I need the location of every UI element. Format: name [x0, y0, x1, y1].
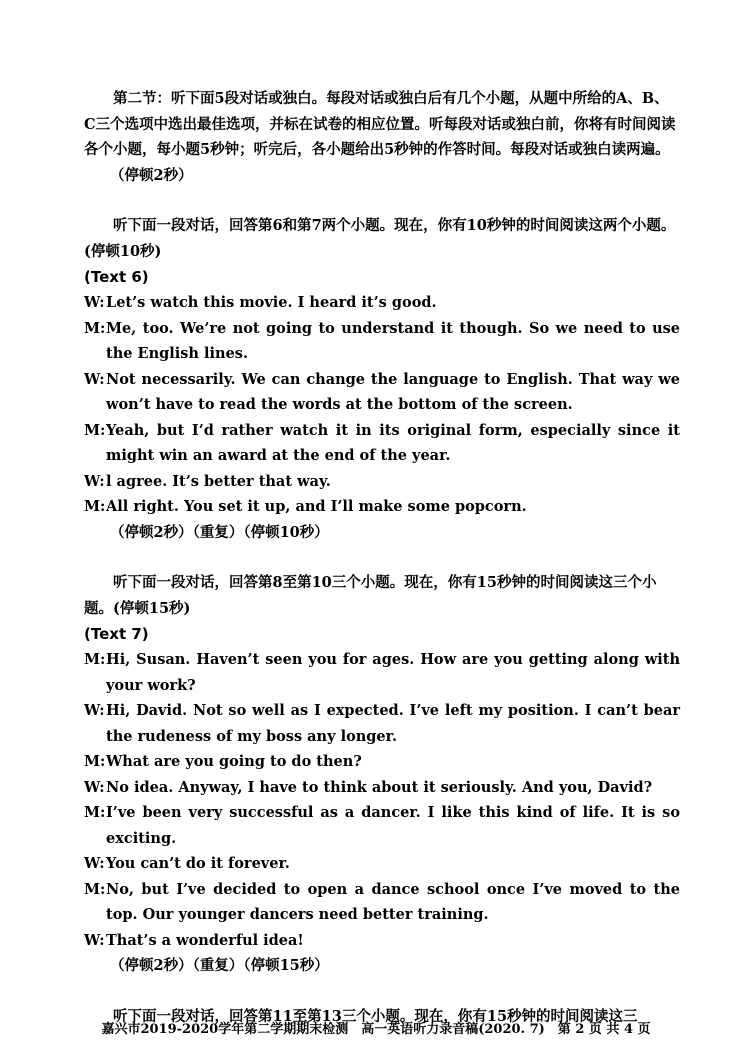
dialogue-line	[84, 698, 680, 749]
speaker-label: W:	[84, 472, 105, 490]
dialogue-line	[84, 494, 680, 520]
speaker-label: W:	[84, 855, 105, 872]
speaker-label: W:	[84, 370, 105, 388]
line-text: Me, too. We’re not going to understand it though. So we need to use the English lines.	[106, 319, 680, 362]
dialogue-line	[84, 316, 680, 367]
dialogue-line	[84, 851, 680, 877]
line-text: Hi, Susan. Haven’t seen you for ages. How are you getting along with your work?	[106, 651, 680, 694]
text6-instruction: 听下面一段对话，回答第6和第7两个小题。现在，你有10秒钟的时间阅读这两个小题。(停顿10秒)	[84, 217, 676, 260]
dialogue-line	[84, 367, 680, 418]
dialogue-line	[84, 749, 680, 775]
line-text: Let’s watch this movie. I heard it’s good.	[106, 294, 437, 311]
speaker-label: M:	[84, 498, 106, 515]
line-text: No, but I’ve decided to open a dance school once I’ve moved to the top. Our younger dancers need better training.	[106, 880, 680, 923]
line-text: Not necessarily. We can change the language to English. That way we won’t have to read the words at the bottom of the screen.	[106, 370, 680, 413]
dialogue-line	[84, 928, 680, 954]
dialogue-line	[84, 290, 680, 316]
speaker-label: M:	[84, 421, 106, 439]
dialogue-line	[84, 418, 680, 469]
line-text: You can’t do it forever.	[106, 855, 290, 872]
section-intro: 第二节：听下面5段对话或独白。每段对话或独白后有几个小题，从题中所给的A、B、C三个选项中选出最佳选项，并标在试卷的相应位置。听每段对话或独白前，你将有时间阅读各个小题，每小题5秒钟；听完后，各小题给出5秒钟的作答时间。每段对话或独白读两遍。	[84, 90, 676, 158]
line-text: I’ve been very successful as a dancer. I like this kind of life. It is so exciting.	[106, 804, 680, 847]
speaker-label: W:	[84, 702, 105, 719]
speaker-label: M:	[84, 880, 106, 898]
speaker-label: M:	[84, 753, 106, 770]
text7-instruction: 听下面一段对话，回答第8至第10三个小题。现在，你有15秒钟的时间阅读这三个小题。(停顿15秒)	[84, 574, 657, 617]
speaker-label: M:	[84, 804, 106, 821]
line-text: Hi, David. Not so well as I expected. I’ve left my position. I can’t bear the rudeness of my boss any longer.	[106, 702, 680, 745]
dialogue-line	[84, 800, 680, 851]
speaker-label: W:	[84, 294, 105, 311]
speaker-label: M:	[84, 651, 106, 668]
dialogue-line	[84, 877, 680, 928]
text6-heading: (Text 6)	[84, 268, 149, 286]
line-text: No idea. Anyway, I have to think about it seriously. And you, David?	[106, 778, 653, 796]
dialogue-line	[84, 647, 680, 698]
speaker-label: W:	[84, 778, 105, 796]
line-text: All right. You set it up, and I’ll make some popcorn.	[106, 498, 527, 515]
line-text: What are you going to do then?	[106, 753, 362, 770]
line-text: Yeah, but I’d rather watch it in its original form, especially since it might win an award at the end of the year.	[106, 421, 680, 464]
intro-pause: （停顿2秒）	[110, 166, 193, 184]
page-footer: 嘉兴市2019-2020学年第二学期期末检测 高一英语听力录音稿(2020. 7) 第 2 页 共 4 页	[101, 1022, 651, 1037]
spacer	[84, 545, 680, 570]
text7-pause: （停顿2秒）（重复）（停顿15秒）	[110, 957, 329, 974]
dialogue-line	[84, 469, 680, 495]
dialogue-line	[84, 775, 680, 801]
transcript-page	[84, 86, 680, 1029]
line-text: That’s a wonderful idea!	[106, 931, 304, 949]
spacer	[84, 979, 680, 1004]
text6-pause: （停顿2秒）（重复）（停顿10秒）	[110, 523, 329, 541]
line-text: l agree. It’s better that way.	[106, 472, 331, 490]
speaker-label: W:	[84, 931, 105, 949]
text6-dialogue	[84, 290, 680, 520]
text7-dialogue	[84, 647, 680, 953]
spacer	[84, 188, 680, 213]
speaker-label: M:	[84, 319, 106, 337]
text8-instruction: 听下面一段对话，回答第11至第13三个小题。现在，你有15秒钟的时间阅读这三	[113, 1007, 638, 1025]
text7-heading: (Text 7)	[84, 625, 149, 643]
